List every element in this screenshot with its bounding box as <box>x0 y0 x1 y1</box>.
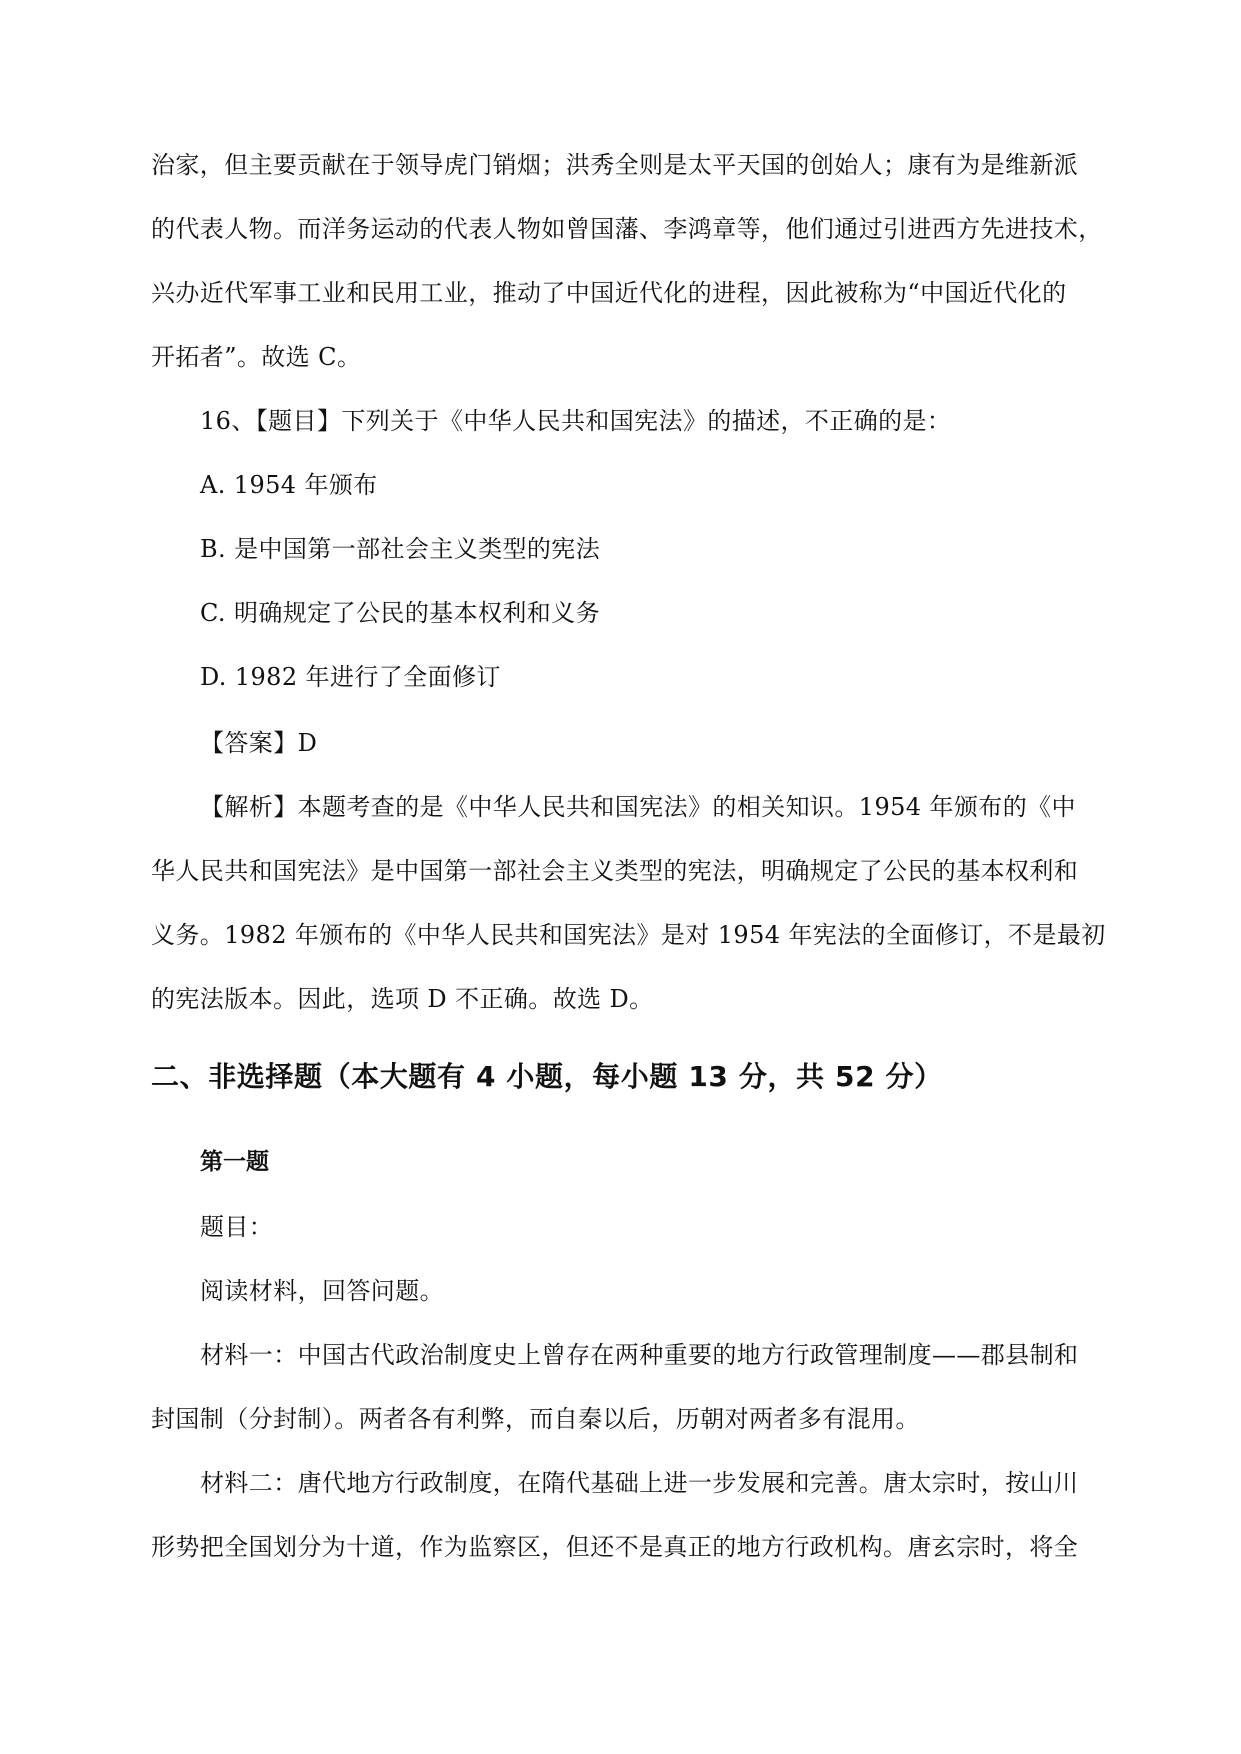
question-1-instruction: 阅读材料，回答问题。 <box>200 1277 444 1305</box>
question-16-analysis-line-1: 【解析】本题考查的是《中华人民共和国宪法》的相关知识。1954 年颁布的《中 <box>200 793 1076 821</box>
question-16-option-d: D. 1982 年进行了全面修订 <box>200 663 501 691</box>
question-16-stem: 16、【题目】下列关于《中华人民共和国宪法》的描述，不正确的是： <box>200 407 952 435</box>
question-16-option-c: C. 明确规定了公民的基本权利和义务 <box>200 599 600 627</box>
prev-analysis-line-3: 兴办近代军事工业和民用工业，推动了中国近代化的进程，因此被称为“中国近代化的 <box>151 279 1067 307</box>
prev-analysis-line-2: 的代表人物。而洋务运动的代表人物如曾国藩、李鸿章等，他们通过引进西方先进技术， <box>151 215 1103 243</box>
prev-analysis-line-1: 治家，但主要贡献在于领导虎门销烟；洪秀全则是太平天国的创始人；康有为是维新派 <box>151 151 1079 179</box>
material-1-line-1: 材料一：中国古代政治制度史上曾存在两种重要的地方行政管理制度——郡县制和 <box>200 1341 1079 1369</box>
question-16-answer: 【答案】D <box>200 729 318 757</box>
question-16-analysis-line-2: 华人民共和国宪法》是中国第一部社会主义类型的宪法，明确规定了公民的基本权利和 <box>151 857 1079 885</box>
question-16-option-b: B. 是中国第一部社会主义类型的宪法 <box>200 535 601 563</box>
material-2-line-1: 材料二：唐代地方行政制度，在隋代基础上进一步发展和完善。唐太宗时，按山川 <box>200 1469 1079 1497</box>
prev-analysis-line-4: 开拓者”。故选 C。 <box>151 343 362 371</box>
question-1-title: 第一题 <box>200 1149 269 1175</box>
question-1-label: 题目： <box>200 1213 274 1241</box>
material-1-line-2: 封国制（分封制）。两者各有利弊，而自秦以后，历朝对两者多有混用。 <box>151 1405 920 1433</box>
question-16-analysis-line-4: 的宪法版本。因此，选项 D 不正确。故选 D。 <box>151 985 654 1013</box>
question-16-analysis-line-3: 义务。1982 年颁布的《中华人民共和国宪法》是对 1954 年宪法的全面修订，不是最初 <box>151 921 1106 949</box>
section-2-heading: 二、非选择题（本大题有 4 小题，每小题 13 分，共 52 分） <box>151 1060 943 1093</box>
material-2-line-2: 形势把全国划分为十道，作为监察区，但还不是真正的地方行政机构。唐玄宗时，将全 <box>151 1533 1079 1561</box>
question-16-option-a: A. 1954 年颁布 <box>200 471 378 499</box>
